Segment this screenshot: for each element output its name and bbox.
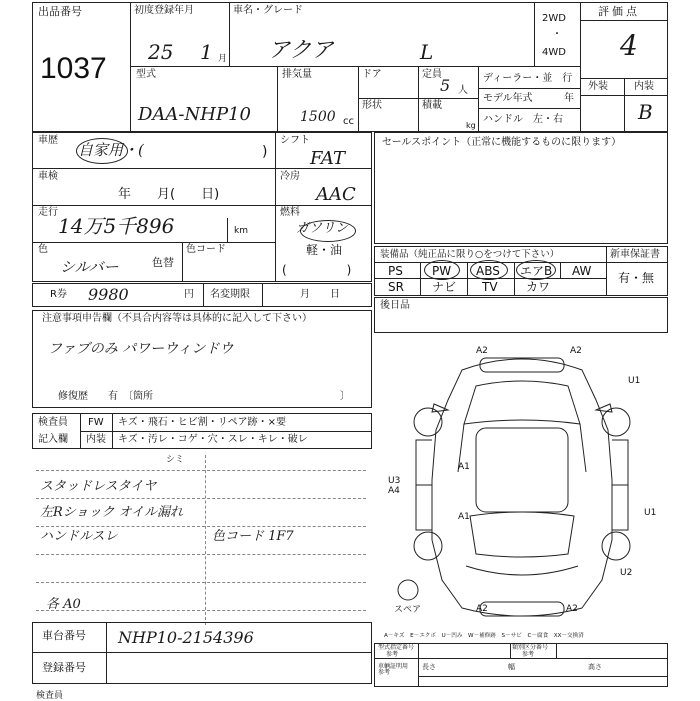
year-unit: 年	[564, 93, 574, 104]
measurement-label: 車輌証明用 参考	[378, 663, 409, 676]
chassis-label: 車台番号	[42, 629, 86, 642]
door-label: ドア	[362, 69, 382, 80]
remark-mark: シミ	[166, 455, 185, 465]
score-label: 評価点	[598, 5, 640, 18]
diag-label-u3-a4: U3 A4	[388, 476, 401, 496]
model-designation-label: 型式指定番号	[378, 644, 415, 651]
remark-line-2: 左Rショック オイル漏れ	[40, 505, 184, 520]
equip-airbag: エアB	[520, 264, 553, 278]
capacity-unit: 人	[458, 85, 468, 96]
repair-close: 〕	[340, 391, 350, 402]
drive-4wd: 4WD	[542, 47, 566, 58]
model-name-label: 車名・グレード	[233, 5, 303, 16]
notes-label: 注意事項申告欄（不具合内容等は具体的に記入して下さい）	[42, 313, 312, 324]
notes-value: ファブのみ パワーウィンドウ	[48, 341, 234, 357]
category-label: 類別区分番号	[512, 644, 549, 651]
yen-unit: 円	[184, 289, 194, 300]
remark-line-1: スタッドレスタイヤ	[40, 479, 157, 494]
diag-label-a2-rear-left: A2	[476, 604, 488, 614]
later-block	[374, 297, 668, 333]
category-ref: 参考	[522, 651, 535, 658]
fuel-label: 燃料	[280, 207, 300, 218]
equip-leather: カワ	[526, 280, 551, 294]
diag-label-u2: U2	[620, 568, 633, 578]
diag-label-a2-rear-right: A2	[566, 604, 578, 614]
color-code-label: 色コード	[186, 244, 226, 255]
inspection-label: 車検	[38, 171, 58, 182]
recycle-value: 9980	[88, 285, 129, 304]
pw-circle	[424, 260, 460, 280]
warranty-label: 新車保証書	[610, 249, 660, 260]
remark-line-5: 各 A0	[46, 597, 81, 612]
later-label: 後日品	[380, 300, 410, 311]
name-change-label: 名変期限	[210, 289, 250, 300]
equip-abs: ABS	[476, 264, 500, 278]
first-reg-label: 初度登録年月	[134, 5, 194, 16]
diag-label-u1-side: U1	[644, 508, 657, 518]
capacity-value: 5	[440, 76, 451, 95]
fuel-circle	[300, 220, 356, 242]
recycle-label: R券	[50, 289, 67, 300]
first-reg-year: 25	[148, 40, 174, 64]
diagram-legend: A－キズ E－エクボ U－凹み W－補修跡 S－サビ C－腐食 XX－交換済	[384, 633, 584, 639]
lot-label: 出品番号	[38, 5, 82, 18]
kg-unit: kg	[466, 121, 476, 130]
model-code: DAA-NHP10	[138, 104, 251, 125]
mileage-label: 走行	[38, 207, 58, 218]
color-value: シルバー	[60, 258, 119, 276]
car-diagram	[376, 340, 668, 630]
km-unit: km	[234, 226, 248, 236]
displacement-value: 1500	[300, 109, 336, 125]
cc-unit: cc	[343, 116, 354, 127]
mileage-value: 14万5千896	[58, 214, 175, 238]
name-change-text: 月 日	[300, 289, 340, 300]
registration-label: 登録番号	[42, 661, 86, 674]
diag-label-a1-upper: A1	[458, 462, 470, 472]
exterior-label: 外装	[588, 81, 608, 92]
model-year-label: モデル年式	[483, 93, 533, 104]
diag-label-spare: スペア	[394, 605, 422, 615]
month-unit: 月	[218, 54, 228, 64]
header-block	[32, 2, 668, 132]
footer-text: 検査員	[36, 691, 64, 701]
interior-label-2: 内装	[86, 434, 106, 445]
shift-label: シフト	[280, 135, 310, 146]
length-label: 長さ	[422, 663, 436, 671]
interior-grade: B	[638, 100, 653, 124]
ac-value: AAC	[316, 184, 356, 205]
equip-pw: PW	[432, 264, 452, 278]
history-circle	[76, 138, 128, 164]
interior-label: 内装	[634, 81, 654, 92]
inspector-label-1: 検査員	[38, 417, 68, 428]
capacity-label: 定員	[422, 69, 442, 80]
equip-aw: AW	[572, 264, 592, 278]
drive-2wd: 2WD	[542, 13, 566, 24]
equipment-label: 装備品（純正品に限り○をつけて下さい）	[380, 249, 560, 260]
diag-label-a1-lower: A1	[458, 512, 470, 522]
grade: L	[420, 40, 434, 64]
color-change-label: 色替	[152, 256, 174, 269]
lot-number: 1037	[40, 52, 107, 85]
repair-label: 修復歴 有 〔箇所	[58, 391, 153, 402]
model-designation-ref: 参考	[386, 651, 399, 658]
airbag-circle	[516, 260, 556, 280]
type-label: 型式	[136, 69, 156, 80]
remark-line-3: ハンドルスレ	[40, 529, 118, 544]
height-label: 高さ	[588, 663, 602, 671]
history-value: 自家用・(	[78, 141, 144, 159]
history-label: 車歴	[38, 135, 58, 146]
int-items: キズ・汚レ・コゲ・穴・スレ・キレ・破レ	[118, 434, 308, 445]
equip-tv: TV	[482, 280, 498, 294]
diag-label-a2-front-right: A2	[570, 346, 582, 356]
handle-label: ハンドル 左・右	[483, 114, 563, 125]
equip-sr: SR	[388, 280, 404, 294]
inspection-text: 年 月( 日)	[118, 187, 220, 202]
shift-value: FAT	[310, 148, 345, 169]
score-value: 4	[620, 29, 638, 62]
sales-label: セールスポイント（正常に機能するものに限ります）	[382, 137, 622, 148]
history-close: )	[262, 144, 268, 160]
load-label: 積載	[422, 100, 442, 111]
fuel-value: ガソリン	[296, 221, 349, 236]
color-label: 色	[38, 244, 48, 255]
displacement-label: 排気量	[282, 69, 312, 80]
fuel-paren: ( )	[282, 263, 352, 277]
diag-label-a2-front-left: A2	[476, 346, 488, 356]
shape-label: 形状	[362, 100, 382, 111]
warranty-value: 有・無	[618, 271, 655, 285]
chassis-value: NHP10-2154396	[118, 628, 254, 647]
fuel-alt: 軽・油	[306, 243, 343, 257]
abs-circle	[470, 260, 508, 280]
sales-block	[374, 132, 668, 244]
dealer-label: ディーラー・並 行	[483, 73, 573, 84]
inspector-label-2: 記入欄	[38, 434, 68, 445]
equip-ps: PS	[388, 264, 403, 278]
drive-dot: ・	[552, 29, 562, 40]
diag-label-u1-top: U1	[628, 376, 641, 386]
first-reg-month: 1	[200, 40, 213, 64]
remark-line-4: 色コード 1F7	[212, 529, 294, 544]
width-label: 幅	[508, 663, 515, 671]
equip-navi: ナビ	[432, 280, 457, 294]
fw-items: キズ・飛石・ヒビ割・リペア跡・×要	[118, 417, 286, 428]
fw-label: FW	[88, 417, 104, 428]
model-name: アクア	[268, 38, 334, 63]
ac-label: 冷房	[280, 171, 300, 182]
